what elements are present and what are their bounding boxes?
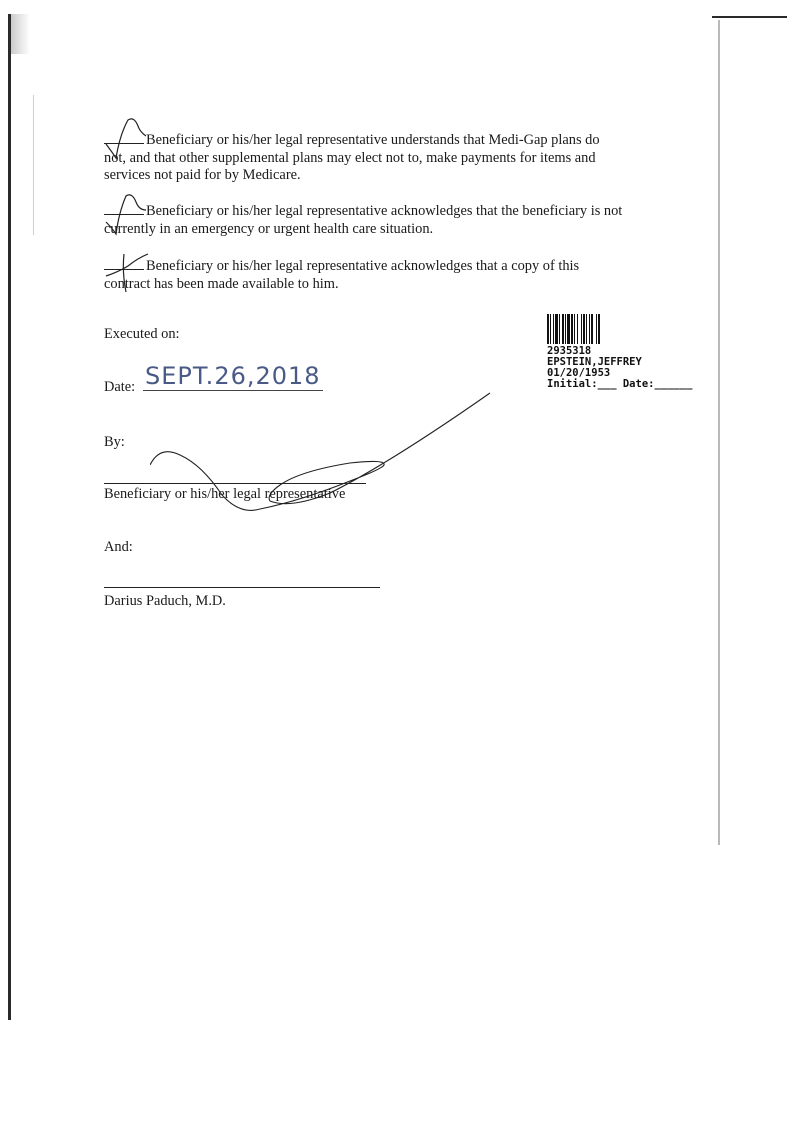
physician-caption: Darius Paduch, M.D. [104,593,226,609]
ack-text-line: Beneficiary or his/her legal representative acknowledges that the beneficiary is not [146,203,623,219]
and-label: And: [104,539,133,555]
ack-text-line: not, and that other supplemental plans may elect not to, make payments for items and [104,149,596,166]
scan-top-line [712,16,787,18]
beneficiary-signature-line[interactable] [104,483,366,484]
by-label: By: [104,434,125,450]
scan-edge-left [8,14,11,1020]
patient-id: 2935318 [547,345,592,357]
scan-right-line [718,20,720,845]
executed-on-label: Executed on: [104,326,180,342]
initial-blank[interactable] [104,257,144,270]
patient-dob: 01/20/1953 [547,367,611,379]
physician-signature-line[interactable] [104,587,380,588]
patient-name: EPSTEIN,JEFFREY [547,356,642,368]
date-label: Date: [104,379,136,395]
ack-text-line: contract has been made available to him. [104,275,339,292]
barcode-bar [598,314,600,344]
handwritten-date[interactable]: SEPT.26,2018 [145,362,321,390]
barcode-icon [547,314,692,344]
patient-sticker [547,314,692,390]
beneficiary-caption: Beneficiary or his/her legal representative [104,486,346,502]
scan-faint-mark [33,95,34,235]
ack-text-line: currently in an emergency or urgent health care situation. [104,220,434,237]
scan-corner-artifact [8,14,30,54]
acknowledgement-emergency [104,202,664,238]
ack-text-line: services not paid for by Medicare. [104,167,301,183]
ack-text-line: Beneficiary or his/her legal representative acknowledges that a copy of this [146,258,580,274]
initial-blank[interactable] [104,131,144,144]
acknowledgement-medigap [104,131,664,185]
initial-blank[interactable] [104,202,144,215]
acknowledgement-contract-copy [104,257,664,293]
initial-date-line: Initial:___ Date:______ [547,378,693,390]
ack-text-line: Beneficiary or his/her legal representative understands that Medi-Gap plans do [146,132,600,148]
